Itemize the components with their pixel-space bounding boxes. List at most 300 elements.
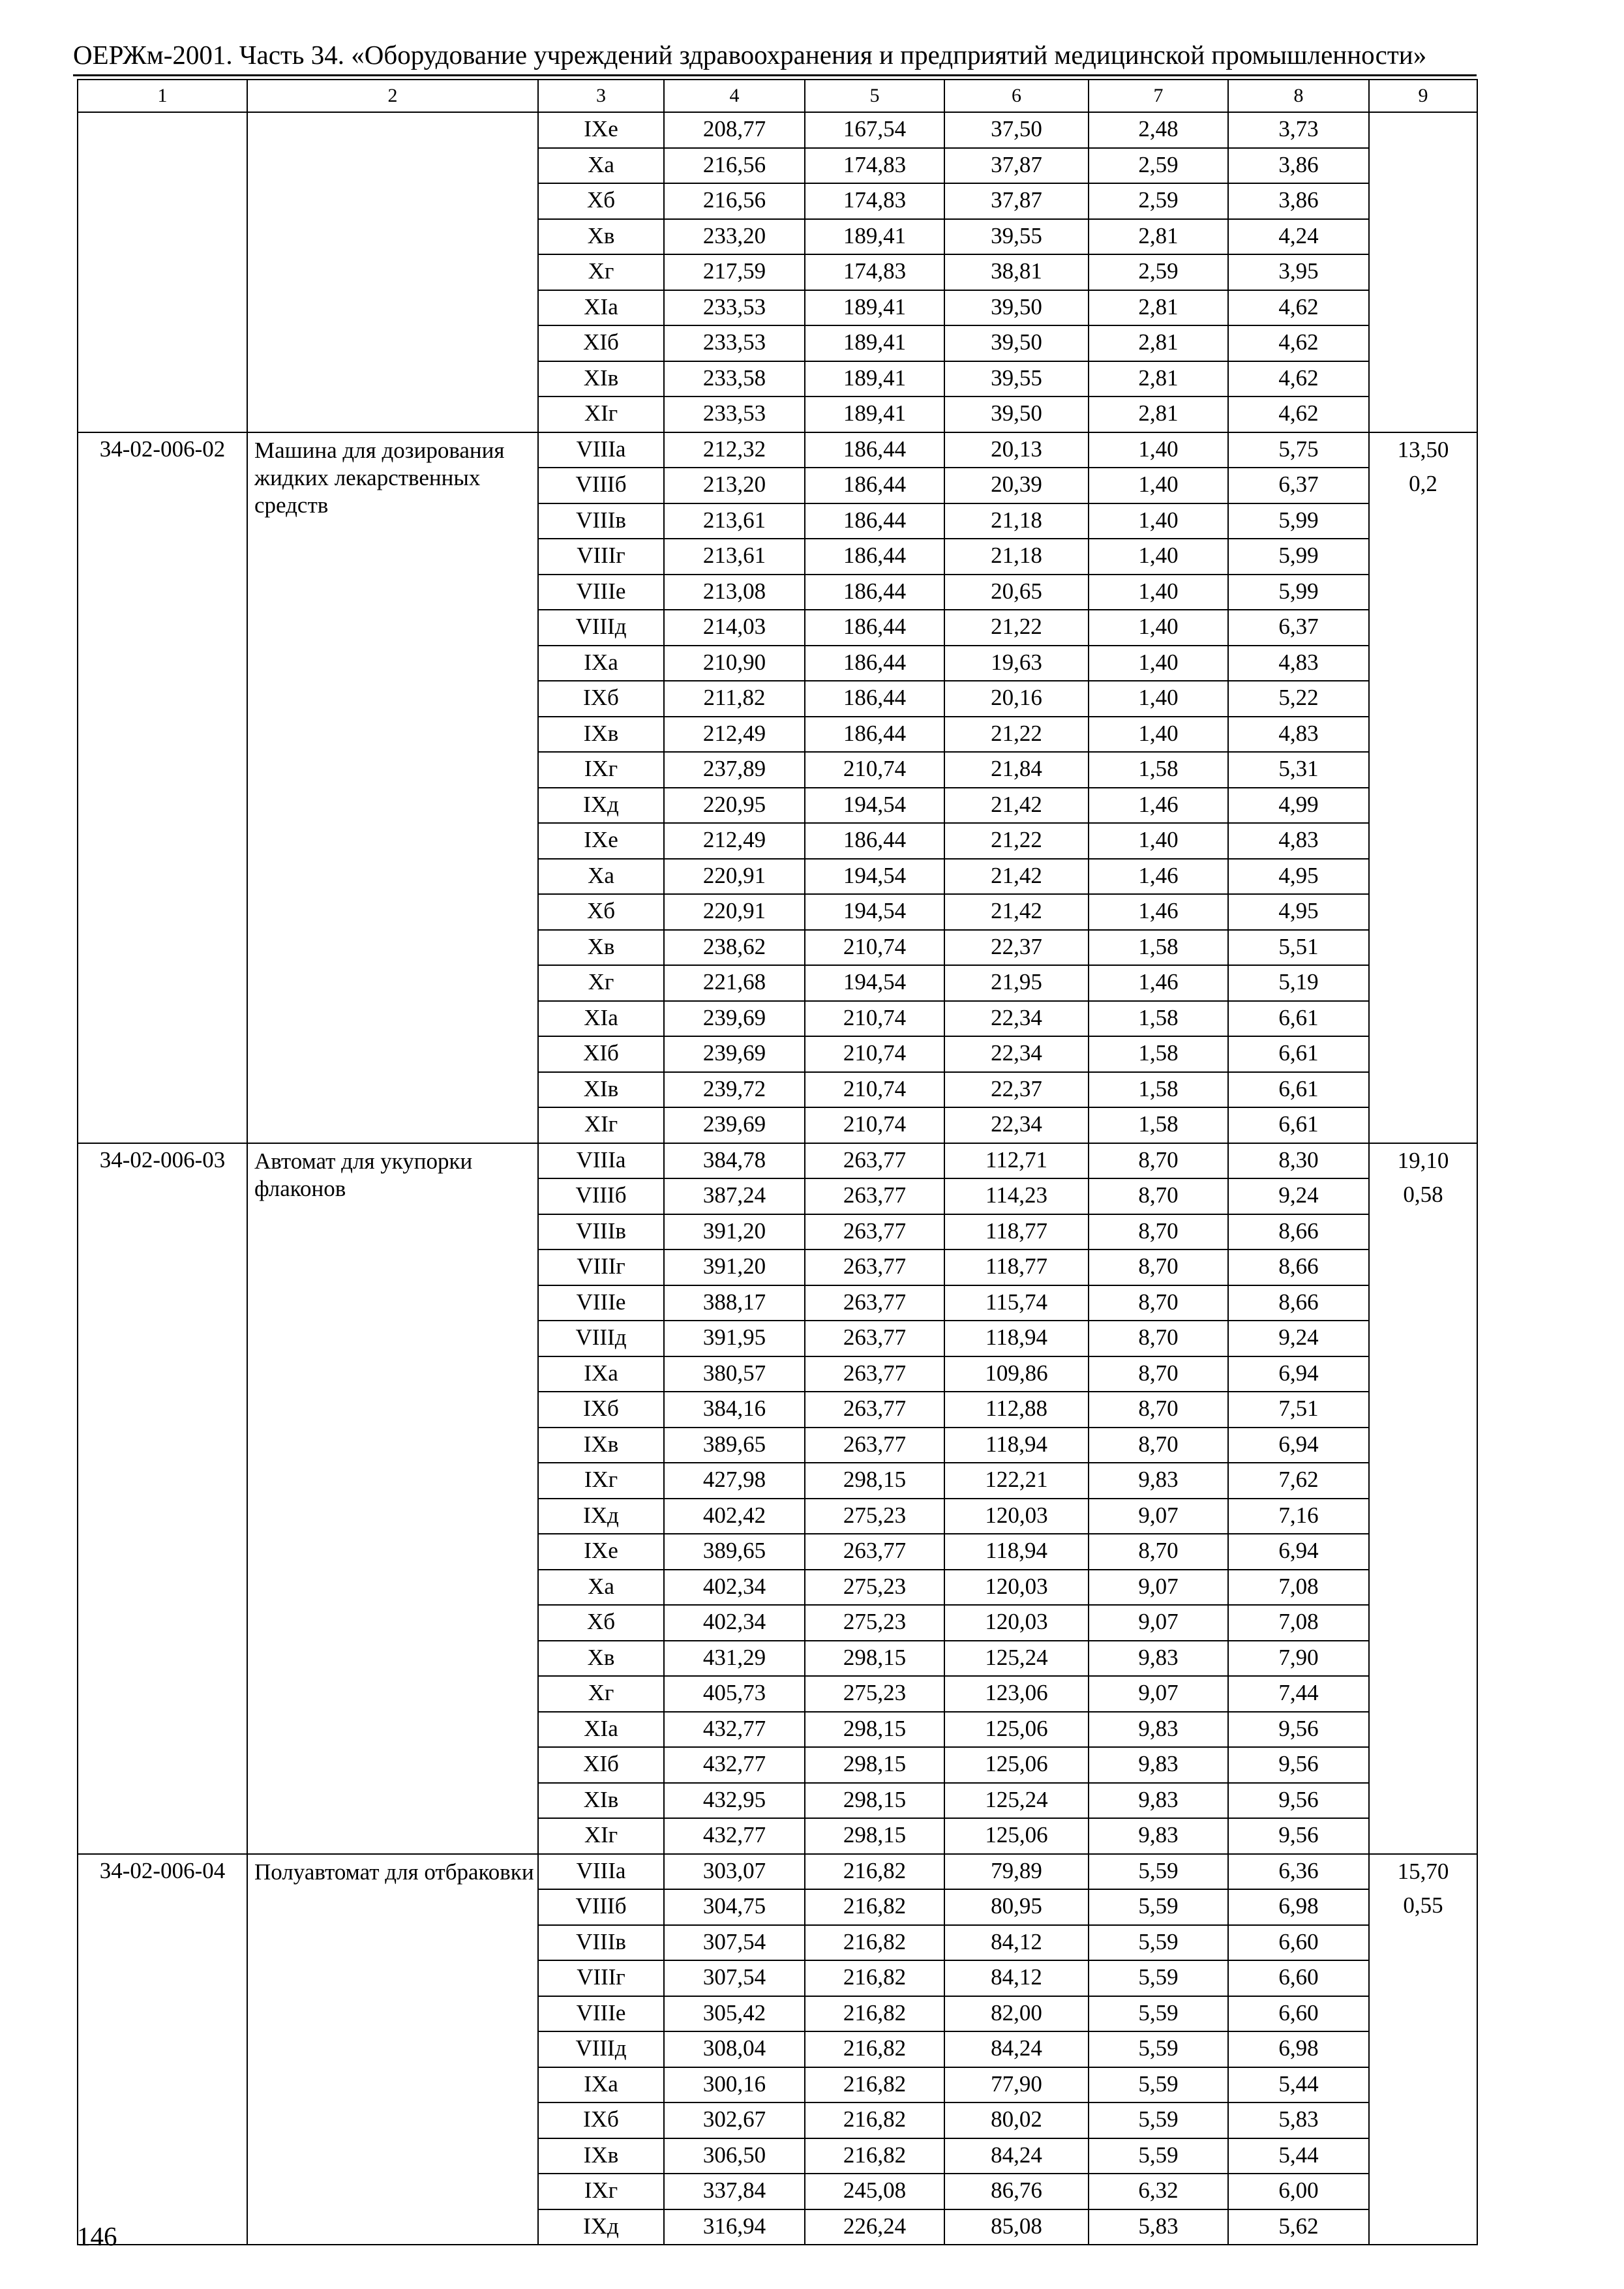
- value-cell: 4,62: [1228, 325, 1369, 361]
- value-cell: 9,07: [1089, 1676, 1228, 1712]
- value-cell: 239,69: [664, 1107, 805, 1143]
- category-cell: XIа: [538, 1001, 664, 1037]
- value-cell: 1,58: [1089, 930, 1228, 966]
- value-cell: 5,22: [1228, 681, 1369, 717]
- value-cell: 2,59: [1089, 254, 1228, 290]
- value-cell: 21,18: [944, 503, 1089, 539]
- value-cell: 21,42: [944, 859, 1089, 895]
- category-cell: XIб: [538, 1036, 664, 1072]
- extra-value: 13,50: [1397, 436, 1449, 462]
- value-cell: 384,16: [664, 1392, 805, 1428]
- value-cell: 220,91: [664, 859, 805, 895]
- value-cell: 213,61: [664, 503, 805, 539]
- value-cell: 6,61: [1228, 1072, 1369, 1108]
- value-cell: 194,54: [805, 788, 944, 824]
- value-cell: 263,77: [805, 1534, 944, 1570]
- value-cell: 194,54: [805, 859, 944, 895]
- value-cell: 391,20: [664, 1249, 805, 1285]
- value-cell: 210,74: [805, 752, 944, 788]
- value-cell: 233,53: [664, 396, 805, 432]
- value-cell: 6,60: [1228, 1960, 1369, 1996]
- value-cell: 432,77: [664, 1747, 805, 1783]
- value-cell: 7,51: [1228, 1392, 1369, 1428]
- value-cell: 21,84: [944, 752, 1089, 788]
- category-cell: IXб: [538, 681, 664, 717]
- value-cell: 1,40: [1089, 717, 1228, 753]
- value-cell: 186,44: [805, 717, 944, 753]
- value-cell: 6,94: [1228, 1534, 1369, 1570]
- value-cell: 189,41: [805, 290, 944, 326]
- value-cell: 84,12: [944, 1925, 1089, 1961]
- column-number-row: [78, 80, 1477, 112]
- category-cell: IXд: [538, 788, 664, 824]
- value-cell: 9,56: [1228, 1818, 1369, 1854]
- value-cell: 5,83: [1228, 2102, 1369, 2138]
- category-cell: VIIIа: [538, 1143, 664, 1179]
- value-cell: 389,65: [664, 1534, 805, 1570]
- value-cell: 1,58: [1089, 752, 1228, 788]
- value-cell: 210,74: [805, 1001, 944, 1037]
- value-cell: 263,77: [805, 1249, 944, 1285]
- value-cell: 9,07: [1089, 1605, 1228, 1641]
- value-cell: 7,08: [1228, 1570, 1369, 1606]
- value-cell: 427,98: [664, 1463, 805, 1499]
- value-cell: 1,40: [1089, 823, 1228, 859]
- value-cell: 210,74: [805, 1036, 944, 1072]
- value-cell: 5,59: [1089, 2102, 1228, 2138]
- value-cell: 174,83: [805, 183, 944, 219]
- value-cell: 174,83: [805, 148, 944, 184]
- value-cell: 4,62: [1228, 396, 1369, 432]
- value-cell: 5,99: [1228, 575, 1369, 610]
- value-cell: 7,08: [1228, 1605, 1369, 1641]
- value-cell: 389,65: [664, 1428, 805, 1463]
- value-cell: 186,44: [805, 503, 944, 539]
- value-cell: 5,44: [1228, 2067, 1369, 2103]
- category-cell: IXе: [538, 112, 664, 148]
- value-cell: 5,59: [1089, 1925, 1228, 1961]
- value-cell: 2,81: [1089, 290, 1228, 326]
- value-cell: 226,24: [805, 2209, 944, 2245]
- category-cell: IXа: [538, 1356, 664, 1392]
- value-cell: 7,90: [1228, 1641, 1369, 1677]
- value-cell: 263,77: [805, 1356, 944, 1392]
- value-cell: 298,15: [805, 1463, 944, 1499]
- value-cell: 4,83: [1228, 823, 1369, 859]
- value-cell: 21,22: [944, 717, 1089, 753]
- value-cell: 167,54: [805, 112, 944, 148]
- value-cell: 6,32: [1089, 2174, 1228, 2209]
- category-cell: XIа: [538, 290, 664, 326]
- value-cell: 189,41: [805, 396, 944, 432]
- value-cell: 275,23: [805, 1499, 944, 1534]
- value-cell: 9,24: [1228, 1321, 1369, 1356]
- value-cell: 5,19: [1228, 965, 1369, 1001]
- value-cell: 1,40: [1089, 468, 1228, 503]
- value-cell: 86,76: [944, 2174, 1089, 2209]
- value-cell: 405,73: [664, 1676, 805, 1712]
- value-cell: 4,95: [1228, 894, 1369, 930]
- category-cell: IXе: [538, 1534, 664, 1570]
- value-cell: 216,82: [805, 1925, 944, 1961]
- value-cell: 8,70: [1089, 1143, 1228, 1179]
- column-number: 3: [538, 80, 664, 112]
- category-cell: VIIIд: [538, 2031, 664, 2067]
- value-cell: 298,15: [805, 1818, 944, 1854]
- value-cell: 22,34: [944, 1036, 1089, 1072]
- value-cell: 22,37: [944, 930, 1089, 966]
- value-cell: 216,82: [805, 2067, 944, 2103]
- value-cell: 174,83: [805, 254, 944, 290]
- value-cell: 298,15: [805, 1712, 944, 1748]
- value-cell: 80,02: [944, 2102, 1089, 2138]
- value-cell: 8,70: [1089, 1214, 1228, 1250]
- value-cell: 216,82: [805, 2138, 944, 2174]
- value-cell: 221,68: [664, 965, 805, 1001]
- value-cell: 8,70: [1089, 1321, 1228, 1356]
- value-cell: 21,95: [944, 965, 1089, 1001]
- value-cell: 1,40: [1089, 432, 1228, 468]
- value-cell: 9,83: [1089, 1641, 1228, 1677]
- value-cell: 80,95: [944, 1889, 1089, 1925]
- value-cell: 387,24: [664, 1178, 805, 1214]
- column-number: 6: [944, 80, 1089, 112]
- value-cell: 9,83: [1089, 1783, 1228, 1819]
- category-cell: VIIIб: [538, 1178, 664, 1214]
- value-cell: 9,83: [1089, 1712, 1228, 1748]
- value-cell: 39,55: [944, 361, 1089, 397]
- extra-value: 19,10: [1397, 1147, 1449, 1173]
- category-cell: Xб: [538, 1605, 664, 1641]
- value-cell: 384,78: [664, 1143, 805, 1179]
- value-cell: 118,94: [944, 1534, 1089, 1570]
- value-cell: 402,42: [664, 1499, 805, 1534]
- value-cell: 8,70: [1089, 1534, 1228, 1570]
- table-row: [78, 1143, 1477, 1179]
- value-cell: 5,59: [1089, 1960, 1228, 1996]
- header-rule: [73, 74, 1477, 76]
- value-cell: 125,24: [944, 1783, 1089, 1819]
- value-cell: 213,08: [664, 575, 805, 610]
- value-cell: 212,49: [664, 823, 805, 859]
- value-cell: 306,50: [664, 2138, 805, 2174]
- value-cell: 4,62: [1228, 290, 1369, 326]
- category-cell: Xг: [538, 1676, 664, 1712]
- equipment-name: Автомат для укупорки флаконов: [247, 1143, 538, 1854]
- value-cell: 186,44: [805, 539, 944, 575]
- value-cell: 186,44: [805, 610, 944, 646]
- value-cell: 1,58: [1089, 1001, 1228, 1037]
- value-cell: 210,90: [664, 646, 805, 681]
- value-cell: 298,15: [805, 1641, 944, 1677]
- value-cell: 6,94: [1228, 1356, 1369, 1392]
- extra-values-cell: [1369, 1143, 1477, 1854]
- column-number: 9: [1369, 80, 1477, 112]
- category-cell: IXд: [538, 1499, 664, 1534]
- category-cell: IXб: [538, 1392, 664, 1428]
- value-cell: 220,95: [664, 788, 805, 824]
- value-cell: 8,66: [1228, 1249, 1369, 1285]
- category-cell: XIб: [538, 1747, 664, 1783]
- value-cell: 186,44: [805, 681, 944, 717]
- value-cell: 2,81: [1089, 219, 1228, 255]
- category-cell: VIIIг: [538, 1960, 664, 1996]
- value-cell: 1,40: [1089, 575, 1228, 610]
- value-cell: 5,62: [1228, 2209, 1369, 2245]
- value-cell: 5,59: [1089, 1854, 1228, 1890]
- value-cell: 208,77: [664, 112, 805, 148]
- page-number: 146: [77, 2221, 117, 2251]
- value-cell: 22,34: [944, 1107, 1089, 1143]
- value-cell: 263,77: [805, 1285, 944, 1321]
- value-cell: 8,30: [1228, 1143, 1369, 1179]
- value-cell: 39,50: [944, 325, 1089, 361]
- value-cell: 186,44: [805, 646, 944, 681]
- value-cell: 37,50: [944, 112, 1089, 148]
- value-cell: 7,16: [1228, 1499, 1369, 1534]
- value-cell: 233,53: [664, 290, 805, 326]
- value-cell: 8,70: [1089, 1356, 1228, 1392]
- value-cell: 302,67: [664, 2102, 805, 2138]
- page-header-title: ОЕРЖм-2001. Часть 34. «Оборудование учреждений здравоохранения и предприятий медицинской промышленности»: [73, 40, 1427, 70]
- value-cell: 388,17: [664, 1285, 805, 1321]
- value-cell: 37,87: [944, 148, 1089, 184]
- value-cell: 21,42: [944, 894, 1089, 930]
- category-cell: VIIIг: [538, 539, 664, 575]
- value-cell: 432,77: [664, 1712, 805, 1748]
- value-cell: 5,83: [1089, 2209, 1228, 2245]
- category-cell: IXе: [538, 823, 664, 859]
- category-cell: XIа: [538, 1712, 664, 1748]
- value-cell: 186,44: [805, 468, 944, 503]
- value-cell: 5,51: [1228, 930, 1369, 966]
- category-cell: IXг: [538, 2174, 664, 2209]
- value-cell: 6,37: [1228, 610, 1369, 646]
- column-number: 2: [247, 80, 538, 112]
- value-cell: 84,24: [944, 2138, 1089, 2174]
- value-cell: 8,70: [1089, 1285, 1228, 1321]
- value-cell: 194,54: [805, 894, 944, 930]
- value-cell: 8,70: [1089, 1178, 1228, 1214]
- value-cell: 9,56: [1228, 1712, 1369, 1748]
- value-cell: 1,46: [1089, 788, 1228, 824]
- value-cell: 307,54: [664, 1960, 805, 1996]
- value-cell: 8,70: [1089, 1392, 1228, 1428]
- category-cell: XIб: [538, 325, 664, 361]
- value-cell: 263,77: [805, 1143, 944, 1179]
- value-cell: 1,58: [1089, 1036, 1228, 1072]
- value-cell: 1,40: [1089, 681, 1228, 717]
- value-cell: 5,99: [1228, 503, 1369, 539]
- category-cell: XIв: [538, 361, 664, 397]
- category-cell: VIIIе: [538, 575, 664, 610]
- value-cell: 263,77: [805, 1428, 944, 1463]
- value-cell: 5,59: [1089, 1996, 1228, 2032]
- value-cell: 308,04: [664, 2031, 805, 2067]
- value-cell: 6,61: [1228, 1001, 1369, 1037]
- value-cell: 305,42: [664, 1996, 805, 2032]
- value-cell: 307,54: [664, 1925, 805, 1961]
- value-cell: 8,70: [1089, 1249, 1228, 1285]
- category-cell: Xа: [538, 148, 664, 184]
- value-cell: 8,70: [1089, 1428, 1228, 1463]
- value-cell: 3,86: [1228, 183, 1369, 219]
- value-cell: 210,74: [805, 930, 944, 966]
- value-cell: 263,77: [805, 1214, 944, 1250]
- value-cell: 122,21: [944, 1463, 1089, 1499]
- value-cell: 22,37: [944, 1072, 1089, 1108]
- value-cell: 5,59: [1089, 1889, 1228, 1925]
- value-cell: 1,46: [1089, 894, 1228, 930]
- value-cell: 3,95: [1228, 254, 1369, 290]
- value-cell: 4,83: [1228, 646, 1369, 681]
- category-cell: Xа: [538, 859, 664, 895]
- extra-value: 0,2: [1409, 471, 1437, 496]
- value-cell: 118,94: [944, 1428, 1089, 1463]
- category-cell: IXг: [538, 752, 664, 788]
- value-cell: 8,66: [1228, 1214, 1369, 1250]
- value-cell: 432,95: [664, 1783, 805, 1819]
- value-cell: 298,15: [805, 1747, 944, 1783]
- value-cell: 216,56: [664, 183, 805, 219]
- value-cell: 125,24: [944, 1641, 1089, 1677]
- value-cell: 216,56: [664, 148, 805, 184]
- category-cell: XIг: [538, 1818, 664, 1854]
- value-cell: 84,12: [944, 1960, 1089, 1996]
- extra-value: 0,58: [1403, 1182, 1443, 1207]
- value-cell: 8,66: [1228, 1285, 1369, 1321]
- value-cell: 5,99: [1228, 539, 1369, 575]
- value-cell: 125,06: [944, 1818, 1089, 1854]
- value-cell: 189,41: [805, 361, 944, 397]
- extra-values-cell: [1369, 112, 1477, 432]
- value-cell: 1,40: [1089, 646, 1228, 681]
- value-cell: 220,91: [664, 894, 805, 930]
- value-cell: 6,61: [1228, 1107, 1369, 1143]
- category-cell: VIIIе: [538, 1996, 664, 2032]
- value-cell: 115,74: [944, 1285, 1089, 1321]
- value-cell: 37,87: [944, 183, 1089, 219]
- value-cell: 4,83: [1228, 717, 1369, 753]
- value-cell: 123,06: [944, 1676, 1089, 1712]
- value-cell: 189,41: [805, 325, 944, 361]
- category-cell: VIIIе: [538, 1285, 664, 1321]
- value-cell: 263,77: [805, 1392, 944, 1428]
- value-cell: 20,65: [944, 575, 1089, 610]
- value-cell: 9,83: [1089, 1463, 1228, 1499]
- value-cell: 212,32: [664, 432, 805, 468]
- value-cell: 4,95: [1228, 859, 1369, 895]
- column-number: 4: [664, 80, 805, 112]
- category-cell: Xг: [538, 254, 664, 290]
- value-cell: 402,34: [664, 1605, 805, 1641]
- value-cell: 391,95: [664, 1321, 805, 1356]
- value-cell: 9,07: [1089, 1570, 1228, 1606]
- value-cell: 213,20: [664, 468, 805, 503]
- value-cell: 239,72: [664, 1072, 805, 1108]
- price-table: [77, 79, 1478, 2245]
- extra-value: 15,70: [1397, 1858, 1449, 1884]
- value-cell: 6,36: [1228, 1854, 1369, 1890]
- category-cell: IXг: [538, 1463, 664, 1499]
- extra-values-cell: [1369, 432, 1477, 1143]
- value-cell: 120,03: [944, 1570, 1089, 1606]
- value-cell: 22,34: [944, 1001, 1089, 1037]
- value-cell: 402,34: [664, 1570, 805, 1606]
- value-cell: 263,77: [805, 1178, 944, 1214]
- value-cell: 9,24: [1228, 1178, 1369, 1214]
- value-cell: 216,82: [805, 1889, 944, 1925]
- value-cell: 9,83: [1089, 1818, 1228, 1854]
- value-cell: 300,16: [664, 2067, 805, 2103]
- category-cell: Xв: [538, 219, 664, 255]
- value-cell: 9,83: [1089, 1747, 1228, 1783]
- value-cell: 1,40: [1089, 503, 1228, 539]
- value-cell: 216,82: [805, 2102, 944, 2138]
- value-cell: 194,54: [805, 965, 944, 1001]
- resource-code: 34-02-006-04: [78, 1854, 247, 2245]
- value-cell: 239,69: [664, 1036, 805, 1072]
- value-cell: 275,23: [805, 1570, 944, 1606]
- value-cell: 118,94: [944, 1321, 1089, 1356]
- category-cell: XIг: [538, 1107, 664, 1143]
- value-cell: 20,16: [944, 681, 1089, 717]
- value-cell: 79,89: [944, 1854, 1089, 1890]
- category-cell: IXа: [538, 646, 664, 681]
- table-row: [78, 112, 1477, 148]
- value-cell: 5,31: [1228, 752, 1369, 788]
- value-cell: 38,81: [944, 254, 1089, 290]
- column-number: 7: [1089, 80, 1228, 112]
- value-cell: 2,59: [1089, 148, 1228, 184]
- value-cell: 4,99: [1228, 788, 1369, 824]
- category-cell: IXв: [538, 717, 664, 753]
- value-cell: 6,98: [1228, 2031, 1369, 2067]
- value-cell: 9,56: [1228, 1747, 1369, 1783]
- category-cell: VIIIг: [538, 1249, 664, 1285]
- resource-code: 34-02-006-02: [78, 432, 247, 1143]
- value-cell: 5,59: [1089, 2138, 1228, 2174]
- category-cell: IXд: [538, 2209, 664, 2245]
- table-row: [78, 432, 1477, 468]
- category-cell: Xв: [538, 930, 664, 966]
- extra-values-cell: [1369, 1854, 1477, 2245]
- category-cell: IXб: [538, 2102, 664, 2138]
- value-cell: 432,77: [664, 1818, 805, 1854]
- value-cell: 7,62: [1228, 1463, 1369, 1499]
- category-cell: VIIIб: [538, 1889, 664, 1925]
- value-cell: 5,75: [1228, 432, 1369, 468]
- value-cell: 7,44: [1228, 1676, 1369, 1712]
- category-cell: IXв: [538, 1428, 664, 1463]
- category-cell: VIIIв: [538, 503, 664, 539]
- value-cell: 39,55: [944, 219, 1089, 255]
- value-cell: 211,82: [664, 681, 805, 717]
- value-cell: 6,61: [1228, 1036, 1369, 1072]
- value-cell: 186,44: [805, 823, 944, 859]
- value-cell: 2,81: [1089, 325, 1228, 361]
- value-cell: 3,86: [1228, 148, 1369, 184]
- value-cell: 275,23: [805, 1605, 944, 1641]
- value-cell: 233,20: [664, 219, 805, 255]
- value-cell: 216,82: [805, 2031, 944, 2067]
- category-cell: IXв: [538, 2138, 664, 2174]
- value-cell: 20,39: [944, 468, 1089, 503]
- value-cell: 186,44: [805, 432, 944, 468]
- value-cell: 6,98: [1228, 1889, 1369, 1925]
- category-cell: XIг: [538, 396, 664, 432]
- column-number: 1: [78, 80, 247, 112]
